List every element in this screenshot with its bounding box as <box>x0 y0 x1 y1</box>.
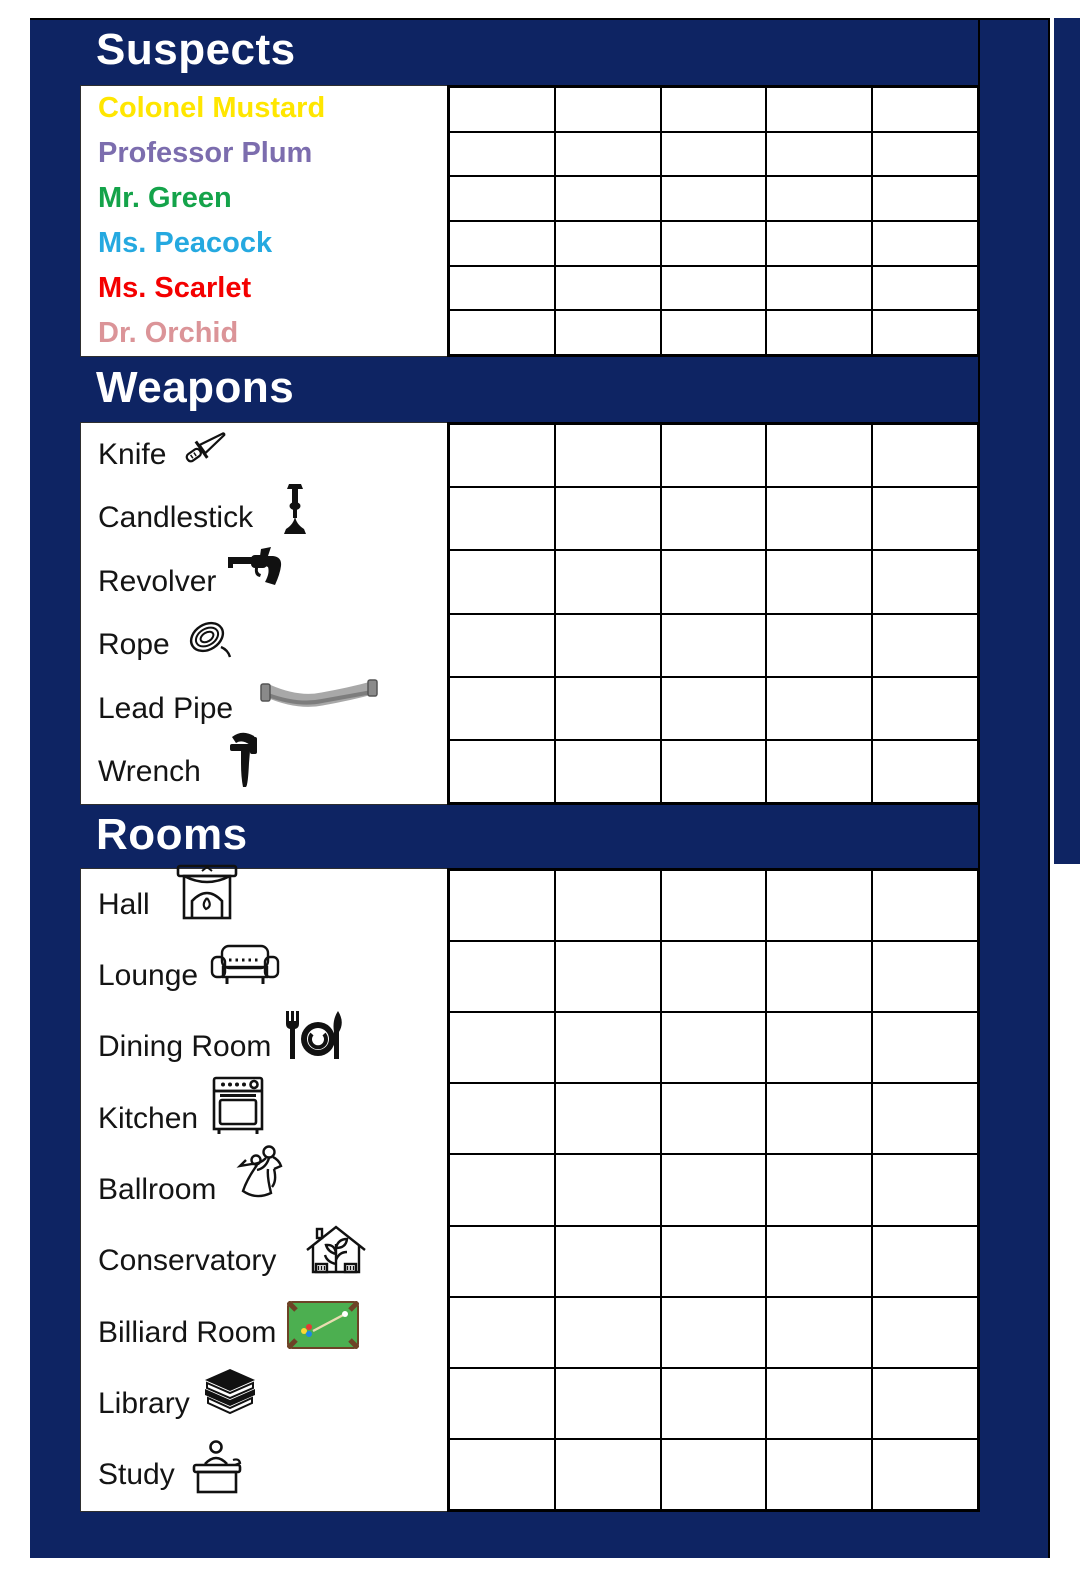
suspect-row <box>81 311 447 356</box>
books-icon <box>201 1367 259 1417</box>
grid-cell[interactable] <box>661 424 767 487</box>
grid-cell[interactable] <box>661 310 767 355</box>
grid-cell[interactable] <box>555 941 661 1012</box>
grid-cell[interactable] <box>449 740 555 803</box>
grid-cell[interactable] <box>872 221 978 266</box>
grid-cell[interactable] <box>449 941 555 1012</box>
grid-cell[interactable] <box>661 740 767 803</box>
grid-cell[interactable] <box>449 266 555 311</box>
room-row <box>81 1226 447 1297</box>
suspect-name: Mr. Green <box>98 182 232 214</box>
suspects-marking-grid <box>447 85 980 357</box>
room-label: Study <box>98 1458 175 1492</box>
grid-cell[interactable] <box>449 870 555 941</box>
grid-cell[interactable] <box>449 1012 555 1083</box>
suspect-name: Ms. Scarlet <box>98 272 252 304</box>
grid-cell[interactable] <box>872 1083 978 1154</box>
candlestick-icon <box>280 482 310 536</box>
grid-cell[interactable] <box>766 1226 872 1297</box>
grid-cell[interactable] <box>661 176 767 221</box>
room-label: Kitchen <box>98 1101 199 1135</box>
stove-icon <box>209 1074 267 1136</box>
revolver-icon <box>227 545 289 589</box>
grid-cell[interactable] <box>449 176 555 221</box>
grid-cell[interactable] <box>449 1439 555 1510</box>
grid-cell[interactable] <box>872 487 978 550</box>
grid-cell[interactable] <box>872 132 978 177</box>
grid-cell[interactable] <box>872 310 978 355</box>
weapon-row <box>81 487 447 551</box>
grid-cell[interactable] <box>872 1154 978 1225</box>
grid-cell[interactable] <box>555 550 661 613</box>
grid-cell[interactable] <box>449 221 555 266</box>
rooms-section-title: Rooms <box>96 810 248 859</box>
grid-cell[interactable] <box>872 1297 978 1368</box>
grid-cell[interactable] <box>872 1012 978 1083</box>
grid-cell[interactable] <box>555 740 661 803</box>
grid-cell[interactable] <box>449 310 555 355</box>
grid-cell[interactable] <box>872 424 978 487</box>
grid-cell[interactable] <box>555 176 661 221</box>
grid-cell[interactable] <box>661 1154 767 1225</box>
grid-cell[interactable] <box>872 87 978 132</box>
grid-cell[interactable] <box>661 87 767 132</box>
suspect-name: Professor Plum <box>98 137 313 169</box>
grid-cell[interactable] <box>661 487 767 550</box>
grid-cell[interactable] <box>872 941 978 1012</box>
grid-cell[interactable] <box>661 1368 767 1439</box>
grid-cell[interactable] <box>872 740 978 803</box>
wrench-icon <box>228 731 264 789</box>
grid-cell[interactable] <box>766 176 872 221</box>
dancers-icon <box>229 1144 293 1208</box>
grid-cell[interactable] <box>555 677 661 740</box>
rooms-label-panel <box>80 868 447 1512</box>
grid-cell[interactable] <box>449 677 555 740</box>
room-label: Library <box>98 1386 190 1420</box>
grid-cell[interactable] <box>766 1439 872 1510</box>
grid-cell[interactable] <box>766 550 872 613</box>
grid-cell[interactable] <box>872 176 978 221</box>
grid-cell[interactable] <box>766 424 872 487</box>
weapon-row <box>81 423 447 487</box>
grid-cell[interactable] <box>766 487 872 550</box>
suspects-section-title: Suspects <box>96 25 296 74</box>
grid-cell[interactable] <box>766 221 872 266</box>
grid-cell[interactable] <box>661 1439 767 1510</box>
room-label: Ballroom <box>98 1172 217 1206</box>
grid-cell[interactable] <box>449 1154 555 1225</box>
grid-cell[interactable] <box>555 1297 661 1368</box>
grid-cell[interactable] <box>872 550 978 613</box>
room-row <box>81 869 447 940</box>
grid-cell[interactable] <box>766 1012 872 1083</box>
sofa-icon <box>209 942 281 992</box>
grid-cell[interactable] <box>555 266 661 311</box>
suspect-name: Colonel Mustard <box>98 92 326 124</box>
grid-cell[interactable] <box>766 1368 872 1439</box>
grid-cell[interactable] <box>661 677 767 740</box>
grid-cell[interactable] <box>661 550 767 613</box>
room-row <box>81 1297 447 1368</box>
grid-cell[interactable] <box>661 614 767 677</box>
grid-cell[interactable] <box>872 266 978 311</box>
sheet-background-right-strip <box>1054 18 1080 864</box>
grid-cell[interactable] <box>555 1012 661 1083</box>
suspects-name-panel <box>80 85 447 357</box>
grid-cell[interactable] <box>872 870 978 941</box>
weapons-section-title: Weapons <box>96 363 295 412</box>
grid-cell[interactable] <box>555 132 661 177</box>
knife-icon <box>177 425 235 473</box>
room-row <box>81 940 447 1011</box>
grid-cell[interactable] <box>449 1083 555 1154</box>
grid-cell[interactable] <box>449 487 555 550</box>
weapon-label: Rope <box>98 628 170 662</box>
grid-cell[interactable] <box>555 1226 661 1297</box>
grid-cell[interactable] <box>449 87 555 132</box>
grid-cell[interactable] <box>872 1368 978 1439</box>
grid-cell[interactable] <box>872 677 978 740</box>
room-row <box>81 1154 447 1225</box>
grid-cell[interactable] <box>555 487 661 550</box>
grid-cell[interactable] <box>661 266 767 311</box>
weapon-label: Candlestick <box>98 501 254 535</box>
dining-icon <box>282 1009 346 1061</box>
grid-cell[interactable] <box>555 870 661 941</box>
grid-cell[interactable] <box>661 132 767 177</box>
grid-cell[interactable] <box>766 870 872 941</box>
grid-cell[interactable] <box>449 1226 555 1297</box>
grid-cell[interactable] <box>766 1083 872 1154</box>
grid-cell[interactable] <box>555 1154 661 1225</box>
grid-cell[interactable] <box>449 550 555 613</box>
grid-cell[interactable] <box>449 1297 555 1368</box>
conservatory-icon <box>303 1220 369 1276</box>
weapon-row <box>81 550 447 614</box>
grid-cell[interactable] <box>766 614 872 677</box>
grid-cell[interactable] <box>661 1226 767 1297</box>
suspect-row <box>81 266 447 311</box>
grid-cell[interactable] <box>555 1439 661 1510</box>
grid-cell[interactable] <box>766 1154 872 1225</box>
room-row <box>81 1440 447 1511</box>
weapon-label: Lead Pipe <box>98 691 234 725</box>
grid-cell[interactable] <box>555 221 661 266</box>
grid-cell[interactable] <box>555 1368 661 1439</box>
grid-cell[interactable] <box>766 266 872 311</box>
grid-cell[interactable] <box>555 1083 661 1154</box>
rope-icon <box>181 615 235 663</box>
room-label: Billiard Room <box>98 1315 277 1349</box>
grid-cell[interactable] <box>661 1012 767 1083</box>
room-row <box>81 1368 447 1439</box>
weapon-label: Revolver <box>98 564 217 598</box>
room-label: Conservatory <box>98 1244 277 1278</box>
billiard-table-icon <box>287 1301 359 1349</box>
grid-cell[interactable] <box>661 941 767 1012</box>
weapon-label: Wrench <box>98 755 201 789</box>
grid-cell[interactable] <box>555 424 661 487</box>
weapons-label-panel <box>80 422 447 805</box>
grid-cell[interactable] <box>766 677 872 740</box>
lead-pipe-icon <box>258 676 380 712</box>
grid-cell[interactable] <box>449 132 555 177</box>
weapons-marking-grid <box>447 422 980 805</box>
grid-cell[interactable] <box>766 310 872 355</box>
room-label: Dining Room <box>98 1030 272 1064</box>
grid-cell[interactable] <box>766 941 872 1012</box>
room-label: Hall <box>98 887 150 921</box>
grid-cell[interactable] <box>766 1297 872 1368</box>
suspect-row <box>81 131 447 176</box>
grid-cell[interactable] <box>449 1368 555 1439</box>
grid-cell[interactable] <box>766 87 872 132</box>
study-desk-icon <box>186 1440 248 1494</box>
room-label: Lounge <box>98 958 199 992</box>
grid-cell[interactable] <box>872 1226 978 1297</box>
weapon-label: Knife <box>98 437 167 471</box>
suspect-row <box>81 86 447 131</box>
grid-cell[interactable] <box>766 132 872 177</box>
suspect-name: Dr. Orchid <box>98 317 239 349</box>
grid-cell[interactable] <box>555 87 661 132</box>
grid-cell[interactable] <box>661 870 767 941</box>
suspect-name: Ms. Peacock <box>98 227 273 259</box>
grid-cell[interactable] <box>555 614 661 677</box>
rooms-marking-grid <box>447 868 980 1512</box>
grid-cell[interactable] <box>872 1439 978 1510</box>
grid-cell[interactable] <box>555 310 661 355</box>
grid-cell[interactable] <box>766 740 872 803</box>
suspect-row <box>81 221 447 266</box>
grid-cell[interactable] <box>872 614 978 677</box>
grid-cell[interactable] <box>661 1297 767 1368</box>
room-row <box>81 1012 447 1083</box>
grid-cell[interactable] <box>449 614 555 677</box>
fireplace-icon <box>175 862 239 922</box>
grid-cell[interactable] <box>449 424 555 487</box>
grid-cell[interactable] <box>661 221 767 266</box>
grid-cell[interactable] <box>661 1083 767 1154</box>
weapon-row <box>81 677 447 741</box>
suspect-row <box>81 176 447 221</box>
weapon-row <box>81 741 447 805</box>
weapon-row <box>81 614 447 678</box>
